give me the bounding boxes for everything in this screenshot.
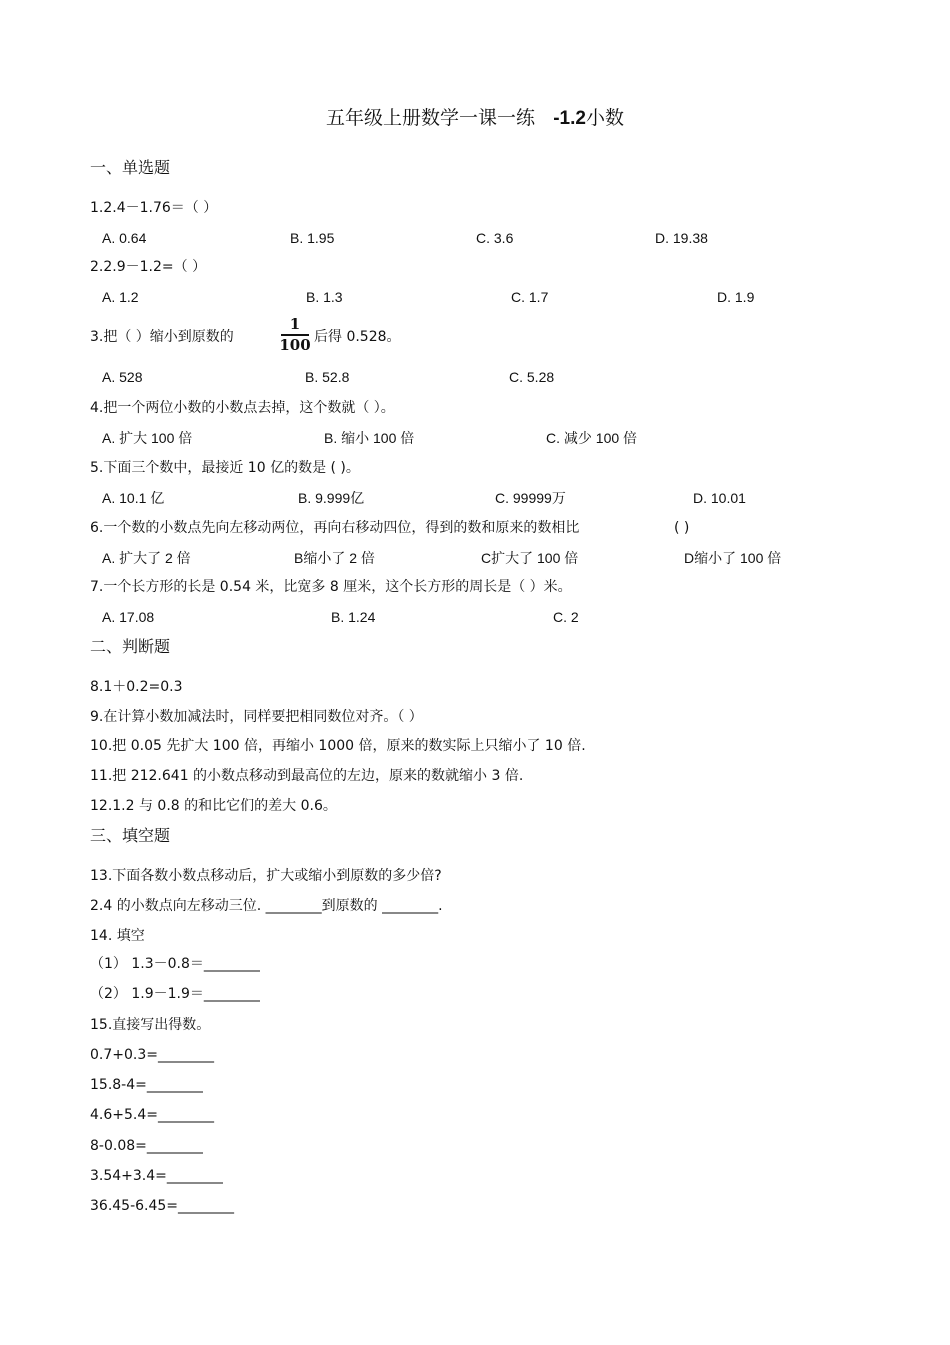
question-3-option-b[interactable]: B. 52.8 bbox=[305, 369, 350, 385]
question-4-option-b[interactable]: B. 缩小 100 倍 bbox=[324, 430, 415, 446]
title-suffix: 小数 bbox=[585, 107, 624, 129]
question-6-option-a[interactable]: A. 扩大了 2 倍 bbox=[102, 550, 191, 566]
question-2-option-c[interactable]: C. 1.7 bbox=[511, 289, 549, 305]
question-7-stem: 7.一个长方形的长是 0.54 米，比宽多 8 厘米，这个长方形的周长是（ ）米。 bbox=[90, 579, 572, 595]
question-4-option-a[interactable]: A. 扩大 100 倍 bbox=[102, 430, 193, 446]
question-1-option-b[interactable]: B. 1.95 bbox=[290, 230, 335, 246]
question-15-stem: 15.直接写出得数。 bbox=[90, 1017, 211, 1033]
question-2-option-a[interactable]: A. 1.2 bbox=[102, 289, 139, 305]
calc-item: 8-0.08=________ bbox=[90, 1138, 203, 1154]
question-5-option-a[interactable]: A. 10.1 亿 bbox=[102, 490, 165, 506]
calc-item: 4.6+5.4=________ bbox=[90, 1107, 214, 1123]
section-heading-single-choice: 一、单选题 bbox=[90, 158, 171, 177]
question-5-stem: 5.下面三个数中，最接近 10 亿的数是 ( )。 bbox=[90, 460, 360, 476]
question-6-option-d[interactable]: D缩小了 100 倍 bbox=[684, 550, 782, 566]
question-9: 9.在计算小数加减法时，同样要把相同数位对齐。（ ） bbox=[90, 709, 423, 725]
question-7-option-a[interactable]: A. 17.08 bbox=[102, 609, 155, 625]
question-13-stem: 13.下面各数小数点移动后，扩大或缩小到原数的多少倍? bbox=[90, 868, 442, 884]
section-heading-fill-blank: 三、填空题 bbox=[90, 826, 171, 845]
question-1-option-a[interactable]: A. 0.64 bbox=[102, 230, 147, 246]
page-title bbox=[0, 106, 950, 131]
section-heading-true-false: 二、判断题 bbox=[90, 637, 171, 656]
question-7-option-b[interactable]: B. 1.24 bbox=[331, 609, 376, 625]
question-3-option-c[interactable]: C. 5.28 bbox=[509, 369, 555, 385]
question-3-stem-after: 后得 0.528。 bbox=[314, 329, 401, 345]
question-1-option-d[interactable]: D. 19.38 bbox=[655, 230, 708, 246]
question-5-option-b[interactable]: B. 9.999亿 bbox=[298, 490, 365, 506]
calc-item: 0.7+0.3=________ bbox=[90, 1047, 214, 1063]
title-number: -1.2 bbox=[553, 108, 586, 129]
question-14-item-2: （2） 1.9－1.9＝________ bbox=[90, 986, 260, 1002]
calc-item: 15.8-4=________ bbox=[90, 1077, 203, 1093]
question-5-option-c[interactable]: C. 99999万 bbox=[495, 490, 566, 506]
question-6-option-b[interactable]: B缩小了 2 倍 bbox=[294, 550, 375, 566]
question-14-stem: 14. 填空 bbox=[90, 928, 145, 944]
question-12: 12.1.2 与 0.8 的和比它们的差大 0.6。 bbox=[90, 798, 337, 814]
question-6-option-c[interactable]: C扩大了 100 倍 bbox=[481, 550, 579, 566]
question-14-item-1: （1） 1.3－0.8＝________ bbox=[90, 956, 260, 972]
question-4-option-c[interactable]: C. 减少 100 倍 bbox=[546, 430, 638, 446]
title-main: 五年级上册数学一课一练 bbox=[326, 107, 536, 129]
question-4-stem: 4.把一个两位小数的小数点去掉，这个数就（ ）。 bbox=[90, 400, 395, 416]
fraction-numerator: 1 bbox=[289, 315, 301, 333]
question-7-option-c[interactable]: C. 2 bbox=[553, 609, 579, 625]
question-1-stem: 1.2.4－1.76＝（ ） bbox=[90, 200, 218, 216]
question-13-item: 2.4 的小数点向左移动三位. ________到原数的 ________. bbox=[90, 898, 443, 914]
calc-item: 3.54+3.4=________ bbox=[90, 1168, 223, 1184]
fraction-one-hundredth bbox=[278, 316, 312, 354]
question-3-option-a[interactable]: A. 528 bbox=[102, 369, 143, 385]
fraction-denominator: 100 bbox=[279, 336, 311, 354]
question-2-option-b[interactable]: B. 1.3 bbox=[306, 289, 343, 305]
calc-item: 36.45-6.45=________ bbox=[90, 1198, 235, 1214]
question-6-stem: 6.一个数的小数点先向左移动两位，再向右移动四位，得到的数和原来的数相比 bbox=[90, 520, 580, 536]
question-5-option-d[interactable]: D. 10.01 bbox=[693, 490, 746, 506]
question-2-stem: 2.2.9－1.2=（ ） bbox=[90, 259, 207, 275]
question-8: 8.1＋0.2=0.3 bbox=[90, 679, 183, 695]
question-6-answer-paren: ( ) bbox=[674, 520, 690, 536]
question-3-stem-before: 3.把（ ）缩小到原数的 bbox=[90, 329, 234, 345]
question-10: 10.把 0.05 先扩大 100 倍，再缩小 1000 倍，原来的数实际上只缩小了 10 倍. bbox=[90, 738, 586, 754]
question-1-option-c[interactable]: C. 3.6 bbox=[476, 230, 514, 246]
question-2-option-d[interactable]: D. 1.9 bbox=[717, 289, 755, 305]
question-11: 11.把 212.641 的小数点移动到最高位的左边，原来的数就缩小 3 倍. bbox=[90, 768, 524, 784]
